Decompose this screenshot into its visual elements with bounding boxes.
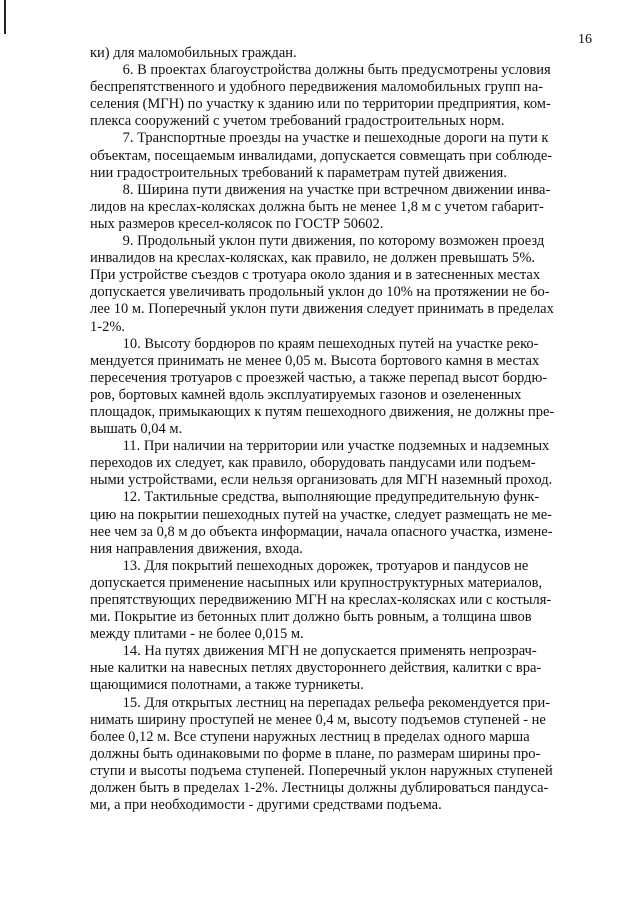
- text-line: ки) для маломобильных граждан.: [90, 45, 297, 61]
- text-line: ступи и высоты подъема ступеней. Поперечный уклон наружных ступеней: [90, 762, 553, 779]
- text-line: ров, бортовых камней вдоль эксплуатируемых газонов и озелененных: [90, 386, 522, 403]
- text-line: 14. На путях движения МГН не допускается применять непрозрач-: [90, 643, 537, 660]
- text-line: нии градостроительных требований к параметрам путей движения.: [90, 164, 507, 181]
- text-line: 7. Транспортные проезды на участке и пешеходные дороги на пути к: [90, 130, 549, 147]
- document-body: [90, 45, 618, 814]
- text-line: селения (МГН) по участку к зданию или по территории предприятия, ком-: [90, 96, 551, 113]
- text-line: инвалидов на креслах-колясках, как правило, не должен превышать 5%.: [90, 250, 536, 267]
- text-line: 12. Тактильные средства, выполняющие предупредительную функ-: [90, 489, 540, 506]
- text-line: цию на покрытии пешеходных путей на участке, следует размещать не ме-: [90, 506, 552, 523]
- text-line: беспрепятственного и удобного передвижения маломобильных групп на-: [90, 79, 544, 96]
- text-line: нимать ширину проступей не менее 0,4 м, высоту подъемов ступеней - не: [90, 711, 546, 728]
- text-line: щающимися полотнами, а также турникеты.: [90, 677, 364, 694]
- text-line: допускается увеличивать продольный уклон до 10% на протяжении не бо-: [90, 284, 550, 301]
- text-line: лидов на креслах-колясках должна быть не менее 1,8 м с учетом габарит-: [90, 198, 544, 215]
- text-line: ных размеров кресел-колясок по ГОСТР 50602.: [90, 215, 384, 232]
- text-line: объектам, посещаемым инвалидами, допускается совмещать при соблюде-: [90, 147, 553, 164]
- text-line: переходов их следует, как правило, оборудовать пандусами или подъем-: [90, 455, 536, 472]
- text-line: 10. Высоту бордюров по краям пешеходных путей на участке реко-: [90, 335, 539, 352]
- text-line: более 0,12 м. Все ступени наружных лестниц в пределах одного марша: [90, 728, 530, 745]
- text-line: 11. При наличии на территории или участке подземных и надземных: [90, 438, 550, 455]
- text-line: должен быть в пределах 1-2%. Лестницы должны дублироваться пандуса-: [90, 780, 549, 797]
- text-line: 8. Ширина пути движения на участке при встречном движении инва-: [90, 181, 551, 198]
- text-line: ными устройствами, если нельзя организовать для МГН наземный проход.: [90, 472, 553, 489]
- text-line: вышать 0,04 м.: [90, 421, 183, 438]
- text-line: лее 10 м. Поперечный уклон пути движения следует принимать в пределах: [90, 301, 554, 318]
- text-line: площадок, примыкающих к путям пешеходного движения, не должны пре-: [90, 403, 555, 420]
- text-line: 15. Для открытых лестниц на перепадах рельефа рекомендуется при-: [90, 694, 551, 711]
- text-line: ми. Покрытие из бетонных плит должно быть ровным, а толщина швов: [90, 609, 532, 626]
- page-number: 16: [578, 32, 592, 47]
- text-line: ные калитки на навесных петлях двустороннего действия, калитки с вра-: [90, 660, 542, 677]
- text-line: 13. Для покрытий пешеходных дорожек, тротуаров и пандусов не: [90, 557, 529, 574]
- text-line: между плитами - не более 0,015 м.: [90, 626, 304, 643]
- text-line: ния направления движения, входа.: [90, 540, 303, 557]
- text-line: препятствующих передвижению МГН на креслах-колясках или с костыля-: [90, 592, 552, 608]
- text-line: 1-2%.: [90, 318, 126, 335]
- text-line: нее чем за 0,8 м до объекта информации, начала опасного участка, измене-: [90, 523, 553, 540]
- text-line: пересечения тротуаров с проезжей частью, а также перепад высот бордю-: [90, 369, 548, 386]
- text-line: При устройстве съездов с тротуара около здания и в затесненных местах: [90, 267, 541, 284]
- text-line: ми, а при необходимости - другими средствами подъема.: [90, 797, 442, 814]
- text-line: плекса сооружений с учетом требований градостроительных норм.: [90, 113, 505, 130]
- scan-edge-mark: [4, 0, 6, 34]
- text-line: допускается применение насыпных или крупноструктурных материалов,: [90, 574, 543, 591]
- text-line: должны быть одинаковыми по форме в плане, по размерам ширины про-: [90, 745, 541, 762]
- text-line: 6. В проектах благоустройства должны быть предусмотрены условия: [90, 62, 551, 79]
- text-line: мендуется принимать не менее 0,05 м. Высота бортового камня в местах: [90, 352, 540, 369]
- text-line: 9. Продольный уклон пути движения, по которому возможен проезд: [90, 233, 545, 250]
